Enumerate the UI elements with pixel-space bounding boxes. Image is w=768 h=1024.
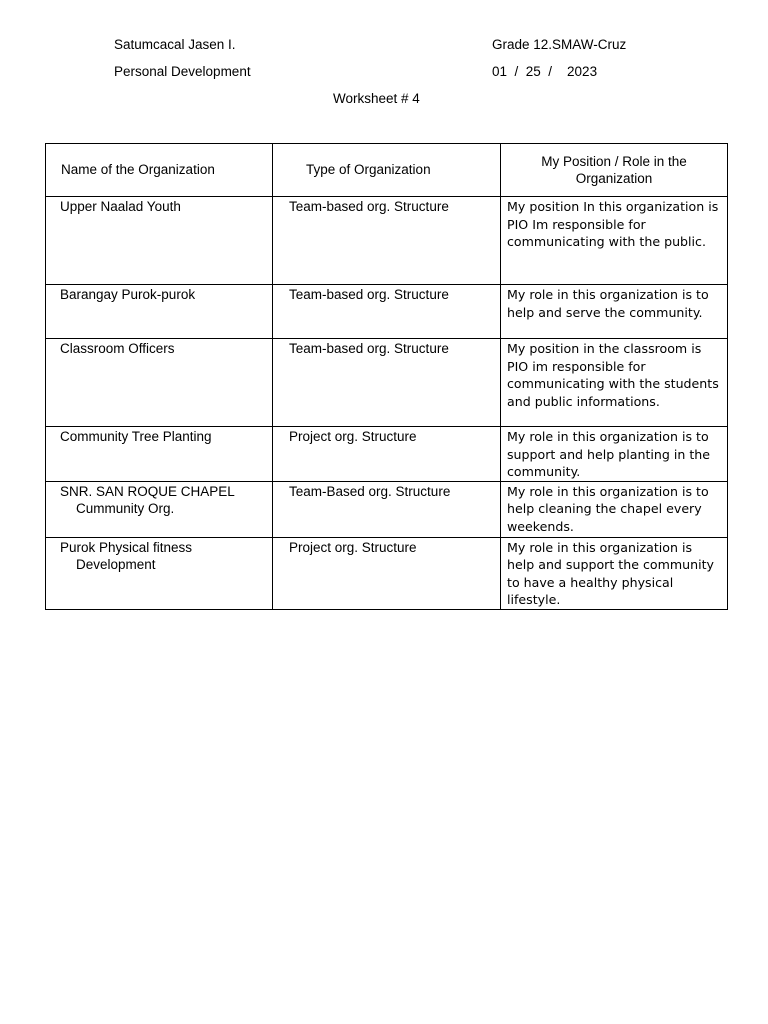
cell-organization-type: Project org. Structure (273, 427, 501, 482)
column-header-name: Name of the Organization (46, 144, 273, 197)
cell-organization-name (46, 537, 273, 609)
organization-table (45, 143, 728, 610)
org-name-text: SNR. SAN ROQUE CHAPEL (60, 483, 235, 499)
cell-organization-type: Team-based org. Structure (273, 197, 501, 285)
cell-organization-name (46, 285, 273, 339)
org-name-continuation: Cummunity Org. (76, 501, 175, 516)
grade-section: Grade 12.SMAW-Cruz (492, 37, 627, 52)
table-row (46, 285, 728, 339)
cell-organization-name (46, 197, 273, 285)
cell-role: My role in this organization is to help cleaning the chapel every weekends. (501, 481, 728, 537)
column-header-role: My Position / Role in the Organization (501, 144, 728, 197)
org-name-text: Purok Physical fitness (60, 539, 193, 555)
cell-organization-name (46, 427, 273, 482)
column-header-type: Type of Organization (273, 144, 501, 197)
cell-role: My position in the classroom is PIO im responsible for communicating with the students and public informations. (501, 339, 728, 427)
org-name-text: Community Tree Planting (60, 429, 212, 444)
table-row (46, 339, 728, 427)
org-name-continuation: Development (76, 557, 156, 572)
subject: Personal Development (114, 64, 251, 79)
cell-organization-type: Team-based org. Structure (273, 285, 501, 339)
table-row (46, 427, 728, 482)
table-row (46, 197, 728, 285)
cell-organization-name (46, 339, 273, 427)
cell-organization-name (46, 481, 273, 537)
student-name: Satumcacal Jasen I. (114, 37, 236, 52)
cell-role: My position In this organization is PIO Im responsible for communicating with the public. (501, 197, 728, 285)
org-name-text: Classroom Officers (60, 341, 175, 356)
table-row (46, 481, 728, 537)
cell-role: My role in this organization is help and support the community to have a healthy physical lifestyle. (501, 537, 728, 609)
cell-role: My role in this organization is to support and help planting in the community. (501, 427, 728, 482)
cell-organization-type: Project org. Structure (273, 537, 501, 609)
cell-role: My role in this organization is to help and serve the community. (501, 285, 728, 339)
table-row (46, 537, 728, 609)
worksheet-title: Worksheet # 4 (333, 91, 420, 106)
org-name-text: Barangay Purok-purok (60, 287, 196, 302)
table-header-row (46, 144, 728, 197)
cell-organization-type: Team-Based org. Structure (273, 481, 501, 537)
date: 01 / 25 / 2023 (492, 64, 598, 79)
cell-organization-type: Team-based org. Structure (273, 339, 501, 427)
org-name-text: Upper Naalad Youth (60, 199, 181, 214)
